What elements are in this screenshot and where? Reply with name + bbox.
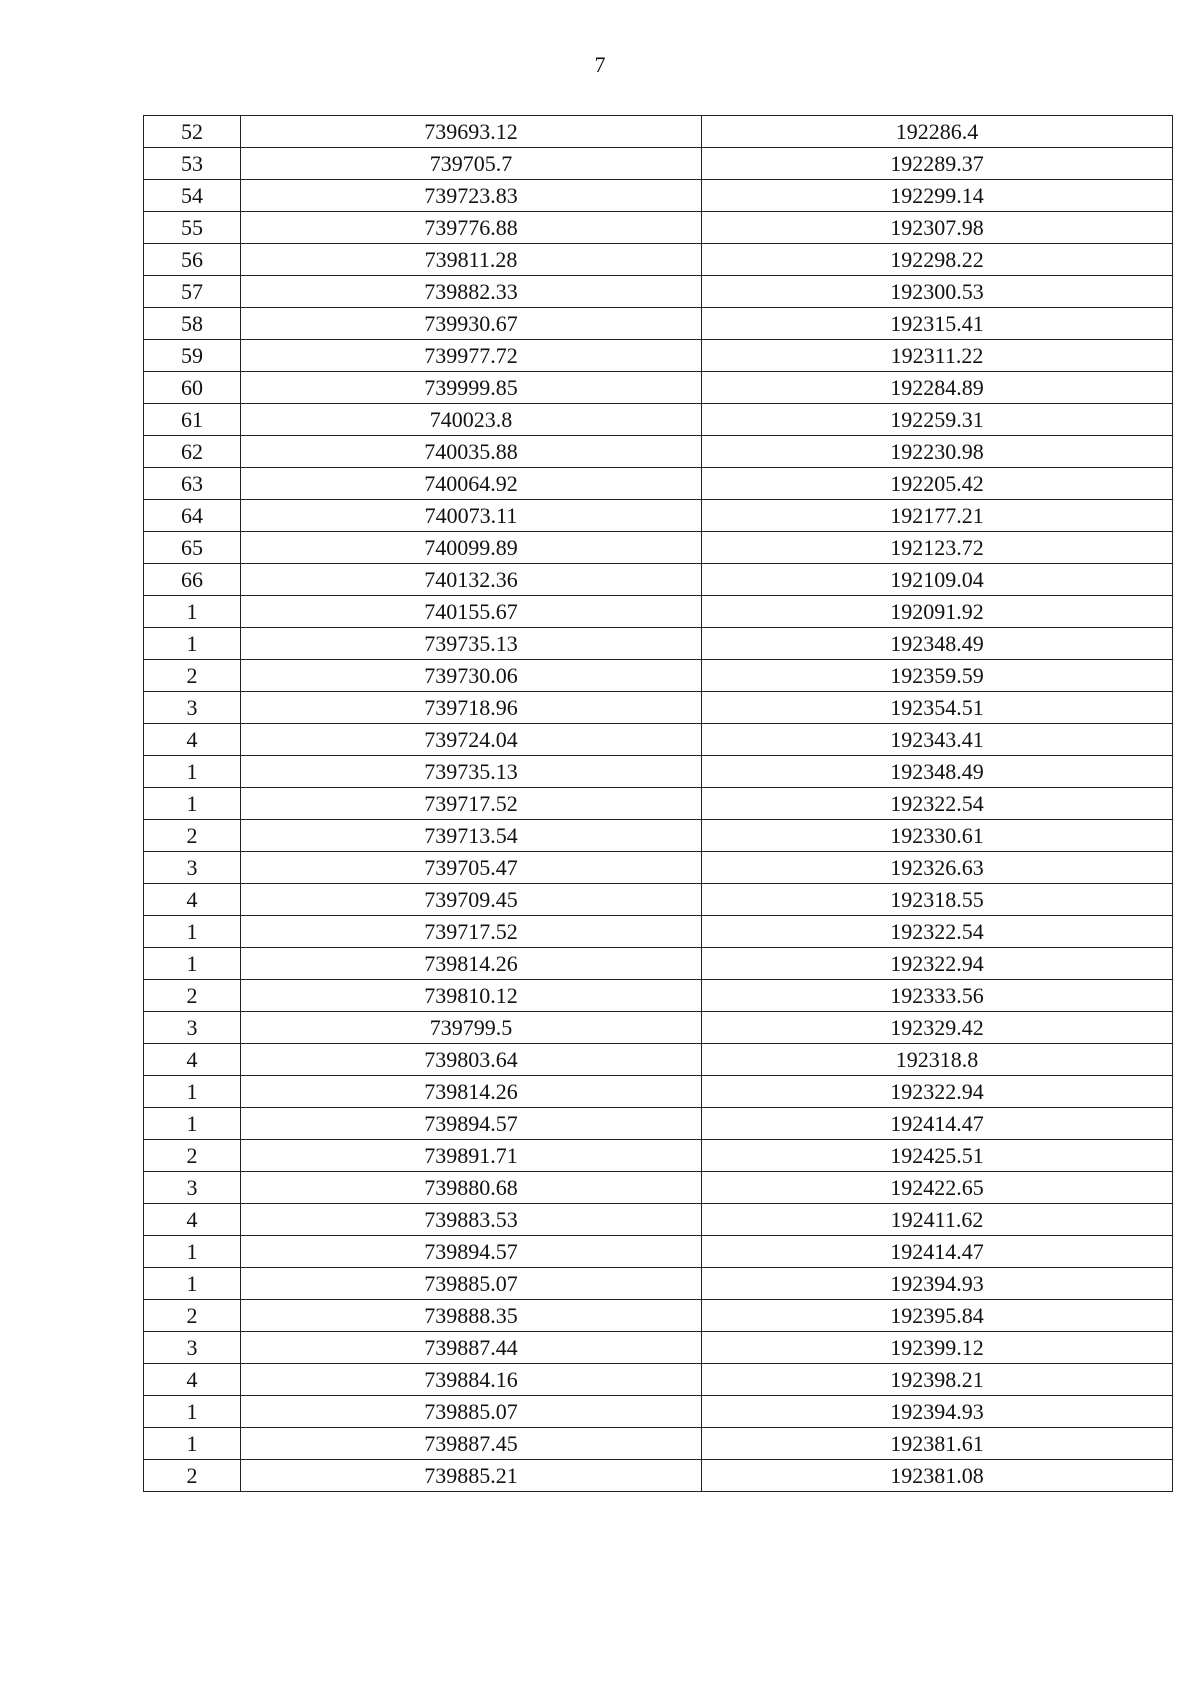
table-row <box>144 788 1173 820</box>
table-row <box>144 1428 1173 1460</box>
point-number-cell: 3 <box>144 692 241 724</box>
x-coordinate-cell: 740035.88 <box>241 436 702 468</box>
y-coordinate-cell: 192395.84 <box>702 1300 1173 1332</box>
x-coordinate-cell: 739803.64 <box>241 1044 702 1076</box>
point-number-cell: 56 <box>144 244 241 276</box>
point-number-cell: 54 <box>144 180 241 212</box>
table-row <box>144 1044 1173 1076</box>
y-coordinate-cell: 192259.31 <box>702 404 1173 436</box>
x-coordinate-cell: 739999.85 <box>241 372 702 404</box>
point-number-cell: 1 <box>144 628 241 660</box>
point-number-cell: 55 <box>144 212 241 244</box>
x-coordinate-cell: 739887.44 <box>241 1332 702 1364</box>
point-number-cell: 58 <box>144 308 241 340</box>
x-coordinate-cell: 739887.45 <box>241 1428 702 1460</box>
point-number-cell: 4 <box>144 1364 241 1396</box>
x-coordinate-cell: 739888.35 <box>241 1300 702 1332</box>
y-coordinate-cell: 192411.62 <box>702 1204 1173 1236</box>
table-row <box>144 1364 1173 1396</box>
y-coordinate-cell: 192299.14 <box>702 180 1173 212</box>
y-coordinate-cell: 192123.72 <box>702 532 1173 564</box>
x-coordinate-cell: 739705.7 <box>241 148 702 180</box>
y-coordinate-cell: 192091.92 <box>702 596 1173 628</box>
y-coordinate-cell: 192318.55 <box>702 884 1173 916</box>
table-row <box>144 436 1173 468</box>
y-coordinate-cell: 192333.56 <box>702 980 1173 1012</box>
table-row <box>144 1172 1173 1204</box>
y-coordinate-cell: 192109.04 <box>702 564 1173 596</box>
y-coordinate-cell: 192322.94 <box>702 948 1173 980</box>
x-coordinate-cell: 740073.11 <box>241 500 702 532</box>
y-coordinate-cell: 192322.94 <box>702 1076 1173 1108</box>
x-coordinate-cell: 739884.16 <box>241 1364 702 1396</box>
point-number-cell: 1 <box>144 1076 241 1108</box>
x-coordinate-cell: 739882.33 <box>241 276 702 308</box>
y-coordinate-cell: 192381.08 <box>702 1460 1173 1492</box>
y-coordinate-cell: 192307.98 <box>702 212 1173 244</box>
x-coordinate-cell: 739885.07 <box>241 1268 702 1300</box>
y-coordinate-cell: 192414.47 <box>702 1236 1173 1268</box>
table-row <box>144 1076 1173 1108</box>
x-coordinate-cell: 740155.67 <box>241 596 702 628</box>
table-row <box>144 308 1173 340</box>
x-coordinate-cell: 739730.06 <box>241 660 702 692</box>
point-number-cell: 1 <box>144 1428 241 1460</box>
x-coordinate-cell: 739880.68 <box>241 1172 702 1204</box>
table-row <box>144 1012 1173 1044</box>
point-number-cell: 53 <box>144 148 241 180</box>
table-row <box>144 724 1173 756</box>
x-coordinate-cell: 739930.67 <box>241 308 702 340</box>
x-coordinate-cell: 739776.88 <box>241 212 702 244</box>
y-coordinate-cell: 192284.89 <box>702 372 1173 404</box>
x-coordinate-cell: 739799.5 <box>241 1012 702 1044</box>
y-coordinate-cell: 192422.65 <box>702 1172 1173 1204</box>
x-coordinate-cell: 739705.47 <box>241 852 702 884</box>
table-row <box>144 1300 1173 1332</box>
table-row <box>144 212 1173 244</box>
x-coordinate-cell: 739885.21 <box>241 1460 702 1492</box>
x-coordinate-cell: 739811.28 <box>241 244 702 276</box>
table-row <box>144 1204 1173 1236</box>
x-coordinate-cell: 739693.12 <box>241 116 702 148</box>
point-number-cell: 2 <box>144 1460 241 1492</box>
y-coordinate-cell: 192348.49 <box>702 756 1173 788</box>
point-number-cell: 4 <box>144 724 241 756</box>
point-number-cell: 4 <box>144 1204 241 1236</box>
point-number-cell: 62 <box>144 436 241 468</box>
x-coordinate-cell: 739977.72 <box>241 340 702 372</box>
x-coordinate-cell: 739724.04 <box>241 724 702 756</box>
y-coordinate-cell: 192322.54 <box>702 788 1173 820</box>
y-coordinate-cell: 192318.8 <box>702 1044 1173 1076</box>
table-row <box>144 1236 1173 1268</box>
coordinates-table <box>143 115 1173 1492</box>
point-number-cell: 4 <box>144 884 241 916</box>
point-number-cell: 2 <box>144 980 241 1012</box>
y-coordinate-cell: 192289.37 <box>702 148 1173 180</box>
y-coordinate-cell: 192315.41 <box>702 308 1173 340</box>
table-row <box>144 1108 1173 1140</box>
point-number-cell: 57 <box>144 276 241 308</box>
y-coordinate-cell: 192300.53 <box>702 276 1173 308</box>
y-coordinate-cell: 192414.47 <box>702 1108 1173 1140</box>
point-number-cell: 2 <box>144 660 241 692</box>
table-row <box>144 1396 1173 1428</box>
point-number-cell: 1 <box>144 1236 241 1268</box>
y-coordinate-cell: 192298.22 <box>702 244 1173 276</box>
point-number-cell: 1 <box>144 756 241 788</box>
point-number-cell: 61 <box>144 404 241 436</box>
x-coordinate-cell: 740023.8 <box>241 404 702 436</box>
page-number: 7 <box>594 52 606 77</box>
table-row <box>144 980 1173 1012</box>
table-row <box>144 564 1173 596</box>
table-row <box>144 340 1173 372</box>
x-coordinate-cell: 739709.45 <box>241 884 702 916</box>
x-coordinate-cell: 739894.57 <box>241 1236 702 1268</box>
table-row <box>144 596 1173 628</box>
point-number-cell: 3 <box>144 852 241 884</box>
table-row <box>144 884 1173 916</box>
point-number-cell: 65 <box>144 532 241 564</box>
x-coordinate-cell: 739894.57 <box>241 1108 702 1140</box>
y-coordinate-cell: 192330.61 <box>702 820 1173 852</box>
table-row <box>144 1460 1173 1492</box>
point-number-cell: 2 <box>144 1300 241 1332</box>
table-row <box>144 820 1173 852</box>
point-number-cell: 1 <box>144 916 241 948</box>
x-coordinate-cell: 739810.12 <box>241 980 702 1012</box>
table-row <box>144 660 1173 692</box>
y-coordinate-cell: 192348.49 <box>702 628 1173 660</box>
x-coordinate-cell: 739713.54 <box>241 820 702 852</box>
point-number-cell: 60 <box>144 372 241 404</box>
point-number-cell: 64 <box>144 500 241 532</box>
x-coordinate-cell: 739717.52 <box>241 916 702 948</box>
x-coordinate-cell: 739814.26 <box>241 1076 702 1108</box>
y-coordinate-cell: 192399.12 <box>702 1332 1173 1364</box>
table-row <box>144 916 1173 948</box>
x-coordinate-cell: 739718.96 <box>241 692 702 724</box>
coordinates-table-body <box>144 116 1173 1492</box>
y-coordinate-cell: 192230.98 <box>702 436 1173 468</box>
y-coordinate-cell: 192394.93 <box>702 1268 1173 1300</box>
y-coordinate-cell: 192177.21 <box>702 500 1173 532</box>
table-row <box>144 532 1173 564</box>
x-coordinate-cell: 739885.07 <box>241 1396 702 1428</box>
point-number-cell: 1 <box>144 1268 241 1300</box>
point-number-cell: 2 <box>144 820 241 852</box>
table-row <box>144 692 1173 724</box>
table-row <box>144 180 1173 212</box>
point-number-cell: 1 <box>144 948 241 980</box>
point-number-cell: 2 <box>144 1140 241 1172</box>
point-number-cell: 1 <box>144 788 241 820</box>
y-coordinate-cell: 192398.21 <box>702 1364 1173 1396</box>
table-row <box>144 468 1173 500</box>
table-row <box>144 404 1173 436</box>
table-row <box>144 948 1173 980</box>
point-number-cell: 66 <box>144 564 241 596</box>
y-coordinate-cell: 192322.54 <box>702 916 1173 948</box>
x-coordinate-cell: 740064.92 <box>241 468 702 500</box>
y-coordinate-cell: 192205.42 <box>702 468 1173 500</box>
point-number-cell: 3 <box>144 1172 241 1204</box>
y-coordinate-cell: 192425.51 <box>702 1140 1173 1172</box>
y-coordinate-cell: 192381.61 <box>702 1428 1173 1460</box>
x-coordinate-cell: 740099.89 <box>241 532 702 564</box>
table-row <box>144 1140 1173 1172</box>
y-coordinate-cell: 192343.41 <box>702 724 1173 756</box>
point-number-cell: 59 <box>144 340 241 372</box>
x-coordinate-cell: 739883.53 <box>241 1204 702 1236</box>
y-coordinate-cell: 192286.4 <box>702 116 1173 148</box>
table-row <box>144 116 1173 148</box>
point-number-cell: 3 <box>144 1012 241 1044</box>
table-row <box>144 372 1173 404</box>
table-row <box>144 1332 1173 1364</box>
y-coordinate-cell: 192329.42 <box>702 1012 1173 1044</box>
point-number-cell: 3 <box>144 1332 241 1364</box>
point-number-cell: 63 <box>144 468 241 500</box>
x-coordinate-cell: 739891.71 <box>241 1140 702 1172</box>
table-row <box>144 276 1173 308</box>
y-coordinate-cell: 192394.93 <box>702 1396 1173 1428</box>
x-coordinate-cell: 739735.13 <box>241 628 702 660</box>
y-coordinate-cell: 192326.63 <box>702 852 1173 884</box>
x-coordinate-cell: 739723.83 <box>241 180 702 212</box>
point-number-cell: 1 <box>144 596 241 628</box>
y-coordinate-cell: 192311.22 <box>702 340 1173 372</box>
table-row <box>144 244 1173 276</box>
table-row <box>144 1268 1173 1300</box>
point-number-cell: 4 <box>144 1044 241 1076</box>
x-coordinate-cell: 739735.13 <box>241 756 702 788</box>
table-row <box>144 756 1173 788</box>
point-number-cell: 1 <box>144 1108 241 1140</box>
x-coordinate-cell: 739814.26 <box>241 948 702 980</box>
table-row <box>144 628 1173 660</box>
table-row <box>144 852 1173 884</box>
table-row <box>144 148 1173 180</box>
table-row <box>144 500 1173 532</box>
y-coordinate-cell: 192354.51 <box>702 692 1173 724</box>
y-coordinate-cell: 192359.59 <box>702 660 1173 692</box>
point-number-cell: 1 <box>144 1396 241 1428</box>
x-coordinate-cell: 739717.52 <box>241 788 702 820</box>
point-number-cell: 52 <box>144 116 241 148</box>
x-coordinate-cell: 740132.36 <box>241 564 702 596</box>
